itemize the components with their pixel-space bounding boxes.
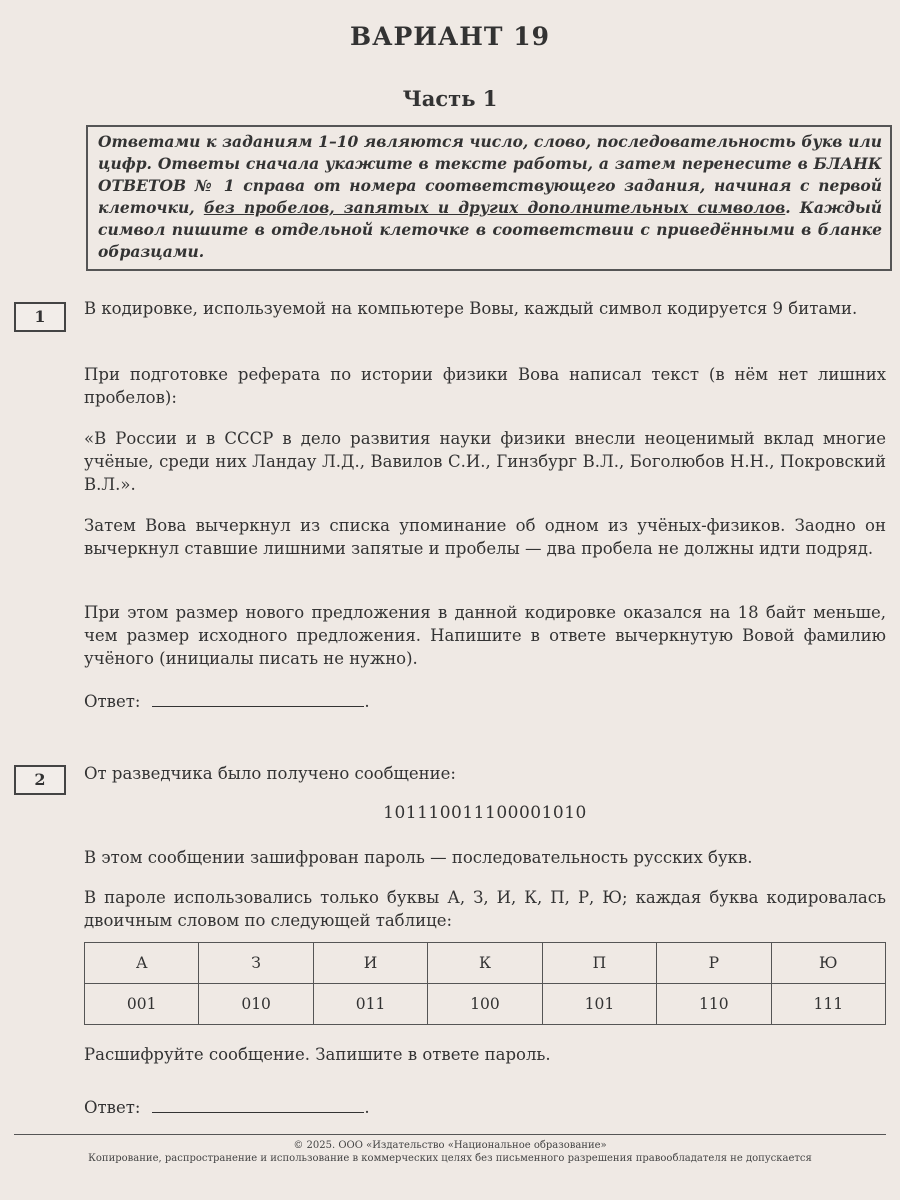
code-table-codes-row — [85, 984, 886, 1025]
table-cell-code: 010 — [199, 984, 313, 1025]
table-cell-letter: Ю — [771, 943, 885, 984]
task2-answer-label: Ответ: — [84, 1098, 141, 1117]
task-number-2: 2 — [14, 765, 66, 795]
variant-title: ВАРИАНТ 19 — [350, 22, 550, 51]
task1-answer: Ответ: . — [84, 692, 370, 711]
task-number-1: 1 — [14, 302, 66, 332]
table-cell-letter: К — [428, 943, 542, 984]
footer-divider — [14, 1134, 886, 1135]
task1-answer-field[interactable] — [152, 690, 364, 707]
table-cell-letter: А — [85, 943, 199, 984]
instructions-box — [86, 125, 892, 271]
table-cell-code: 001 — [85, 984, 199, 1025]
task1-quote: «В России и в СССР в дело развития науки физики внесли неоценимый вклад многие учёные, среди них Ландау Л.Д., Вавилов С.И., Гинзбург В.Л., Боголюбов Н.Н., Покровский В.Л.». — [84, 429, 886, 494]
part-title: Часть 1 — [402, 86, 498, 111]
table-cell-letter: И — [313, 943, 427, 984]
table-cell-code: 100 — [428, 984, 542, 1025]
code-table — [84, 942, 886, 1025]
task1-paragraph-2: При подготовке реферата по истории физики Вова написал текст (в нём нет лишних пробелов): — [84, 365, 886, 407]
instructions-text: Ответами к заданиям 1–10 являются число, слово, последовательность букв или цифр. Ответы сначала укажите в тексте работы, а затем перенесите в БЛАНК ОТВЕТОВ № 1 справа от номера соответствующего задания, начиная с первой клеточки, — [98, 132, 882, 217]
table-cell-letter: П — [542, 943, 656, 984]
task1-paragraph-1: В кодировке, используемой на компьютере Вовы, каждый символ кодируется 9 битами. — [84, 299, 858, 318]
table-cell-code: 111 — [771, 984, 885, 1025]
instructions-text-end: . Каждый символ пишите в отдельной клеточке в соответствии с приведёнными в бланке образцами. — [98, 198, 882, 261]
instructions-underlined: без пробелов, запятых и других дополнительных символов — [203, 198, 786, 217]
task2-answer-field[interactable] — [152, 1096, 364, 1113]
task2-paragraph-4: Расшифруйте сообщение. Запишите в ответе пароль. — [84, 1045, 551, 1064]
task2-paragraph-1: От разведчика было получено сообщение: — [84, 764, 456, 783]
table-cell-code: 011 — [313, 984, 427, 1025]
task2-paragraph-3: В пароле использовались только буквы А, З, И, К, П, Р, Ю; каждая буква кодировалась двоичным словом по следующей таблице: — [84, 888, 886, 930]
task1-answer-label: Ответ: — [84, 692, 141, 711]
table-cell-letter: З — [199, 943, 313, 984]
task1-paragraph-4: Затем Вова вычеркнул из списка упоминание об одном из учёных-физиков. Заодно он вычеркнул ставшие лишними запятые и пробелы — два пробела не должны идти подряд. — [84, 516, 886, 558]
table-cell-letter: Р — [657, 943, 771, 984]
task2-paragraph-2: В этом сообщении зашифрован пароль — последовательность русских букв. — [84, 848, 753, 867]
table-cell-code: 110 — [657, 984, 771, 1025]
footer-copyright: © 2025. ООО «Издательство «Национальное образование» — [293, 1140, 607, 1151]
task1-paragraph-5: При этом размер нового предложения в данной кодировке оказался на 18 байт меньше, чем размер исходного предложения. Напишите в ответе вычеркнутую Вовой фамилию учёного (инициалы писать не нужно). — [84, 603, 886, 668]
footer-notice: Копирование, распространение и использование в коммерческих целях без письменного разрешения правообладателя не допускается — [88, 1153, 812, 1164]
task2-message: 101110011100001010 — [383, 803, 587, 823]
table-cell-code: 101 — [542, 984, 656, 1025]
code-table-letters-row — [85, 943, 886, 984]
task2-answer: Ответ: . — [84, 1098, 370, 1117]
